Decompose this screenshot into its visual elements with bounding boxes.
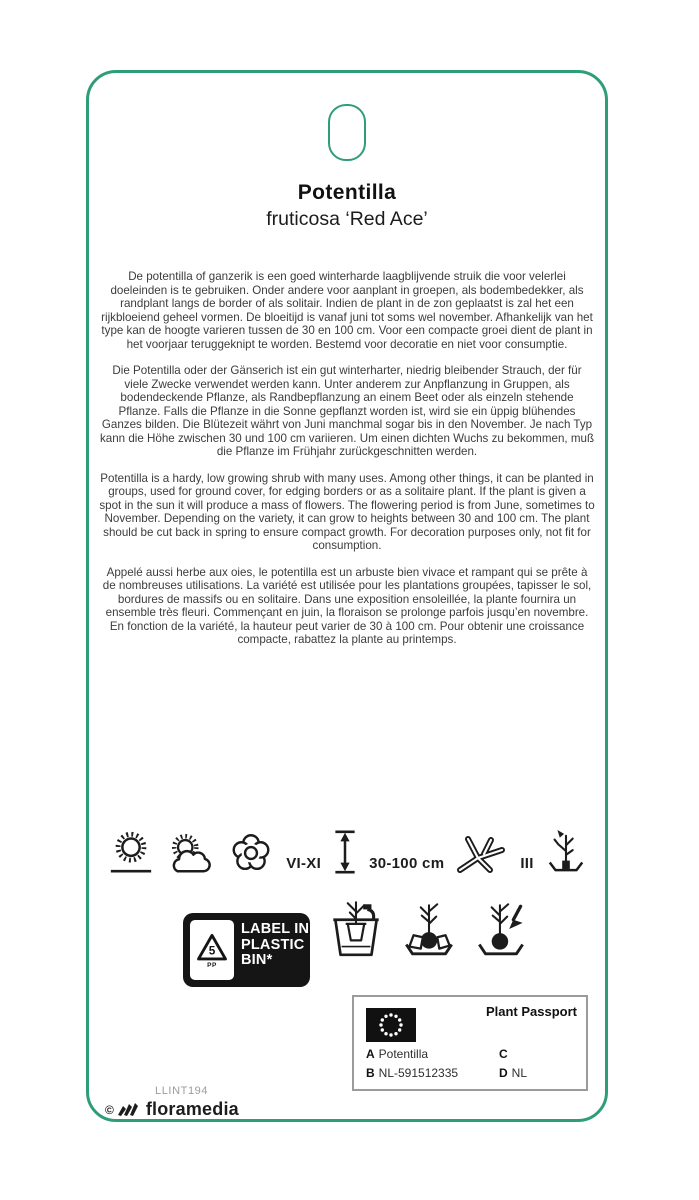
eu-flag-icon <box>366 1008 416 1042</box>
passport-value-d: NL <box>511 1066 528 1080</box>
badge-text-line3: BIN* <box>241 952 273 968</box>
flowering-period-icon <box>227 829 275 877</box>
badge-text-line2: PLASTIC <box>241 936 305 953</box>
label-in-plastic-bin-badge <box>183 913 310 987</box>
print-code: LLINT194 <box>155 1085 209 1097</box>
badge-text <box>241 922 309 969</box>
description-text-block <box>99 270 595 660</box>
recycling-code-number: 5 <box>208 944 216 958</box>
passport-row-d <box>499 1066 527 1080</box>
pruning-icon <box>455 831 509 877</box>
genus-title: Potentilla <box>297 181 397 204</box>
flowering-period-label: VI-XI <box>286 855 322 872</box>
passport-key-d: D <box>499 1066 508 1080</box>
brand-name: floramedia <box>145 1099 239 1119</box>
badge-text-line1: LABEL IN <box>241 921 310 937</box>
copyright-icon: © <box>105 1102 114 1117</box>
soak-pot-in-water-icon <box>326 895 386 961</box>
passport-key-a: A <box>366 1047 375 1061</box>
pruning-month-label: III <box>520 855 534 872</box>
planting-icon <box>545 827 587 877</box>
remove-from-pot-icon <box>399 895 459 961</box>
passport-key-b: B <box>366 1066 375 1080</box>
passport-value-a: Potentilla <box>378 1047 429 1061</box>
recycling-code-box <box>190 920 234 980</box>
care-icons-row <box>89 827 605 877</box>
passport-row-a <box>366 1047 428 1061</box>
plant-passport-box <box>352 995 588 1091</box>
hanging-hole-cutout <box>328 104 366 161</box>
passport-row-b <box>366 1066 458 1080</box>
material-code-label: PP <box>207 961 217 969</box>
partial-shade-icon <box>166 829 216 877</box>
floramedia-logo <box>105 1099 239 1120</box>
paragraph-english: Potentilla is a hardy, low growing shrub with many uses. Among other things, it can be planted in groups, used for ground cover, for edging borders or as a solitaire plant. If the plant is given a spot in the sun it will produce a mass of flowers. The flowering period is from June, sometimes to November. Depending on the variety, it can grow to heights between 30 and 100 cm. The plant should be cut back in spring to ensure compact growth. For decoration purposes only, not fit for consumption. <box>99 471 595 552</box>
passport-row-c <box>499 1047 512 1061</box>
species-cultivar-subtitle: fruticosa ‘Red Ace’ <box>266 208 428 230</box>
plant-passport-title: Plant Passport <box>485 1004 577 1019</box>
label-card <box>86 70 608 1122</box>
plant-name-header <box>89 181 605 231</box>
floramedia-leaf-mark-icon <box>118 1101 142 1118</box>
recycling-triangle-icon <box>195 932 229 964</box>
paragraph-french: Appelé aussi herbe aux oies, le potentilla est un arbuste bien vivace et rampant qui se prête à de nombreuses utilisations. La variété est utilisée pour les plantations groupées, tapisser le sol, bordures de massifs ou en solitaire. Dans une exposition ensoleillée, la plante fournira un ensemble très fleuri. Commençant en juin, la floraison se prolonge parfois jusqu’en novembre. En fonction de la variété, la hauteur peut varier de 30 à 100 cm. Pour obtenir une croissance compacte, rabattez la plante au printemps. <box>102 565 592 646</box>
planting-instructions-row <box>326 895 532 961</box>
paragraph-dutch: De potentilla of ganzerik is een goed winterharde laagblijvende struik die voor velerlei doeleinden is te gebruiken. Onder andere voor aanplant in groepen, als bodembedekker, als randplant langs de border of als solitair. Indien de plant in de zon geplaatst is zal het een rijkbloeiend geheel vormen. De bloeitijd is vanaf juni tot soms wel november. Afhankelijk van het type kan de hoogte varieren tussen de 30 en 100 cm. Voor een compacte groei dient de plant in het voorjaar teruggeknipt te worden. Bestemd voor decoratie en niet voor consumptie. <box>101 270 593 351</box>
passport-key-c: C <box>499 1047 508 1061</box>
recycle-badge <box>183 913 310 987</box>
plant-with-trowel-icon <box>472 895 532 961</box>
passport-value-b: NL-591512335 <box>378 1066 459 1080</box>
height-range-icon <box>332 827 358 877</box>
height-range-label: 30-100 cm <box>369 855 445 872</box>
full-sun-icon <box>107 827 155 877</box>
paragraph-german: Die Potentilla oder der Gänserich ist ein gut winterharter, niedrig bleibender Strauch, der für viele Zwecke verwendet werden kann. Unter anderem zur Anpflanzung in Gruppen, als bodendeckende Pflanze, als Randbepflanzung an einem Beet oder als einzeln stehende Pflanze. Falls die Pflanze in die Sonne gepflanzt worden ist, wird sie ein üppig blühendes Ganzes bilden. Die Blütezeit währt von Juni manchmal sogar bis in den November. Je nach Typ kann die Höhe zwischen 30 und 100 cm variieren. Um einen dichten Wuchs zu bekommen, muß die Pflanze im Frühjahr zurückgeschnitten werden. <box>99 364 595 458</box>
